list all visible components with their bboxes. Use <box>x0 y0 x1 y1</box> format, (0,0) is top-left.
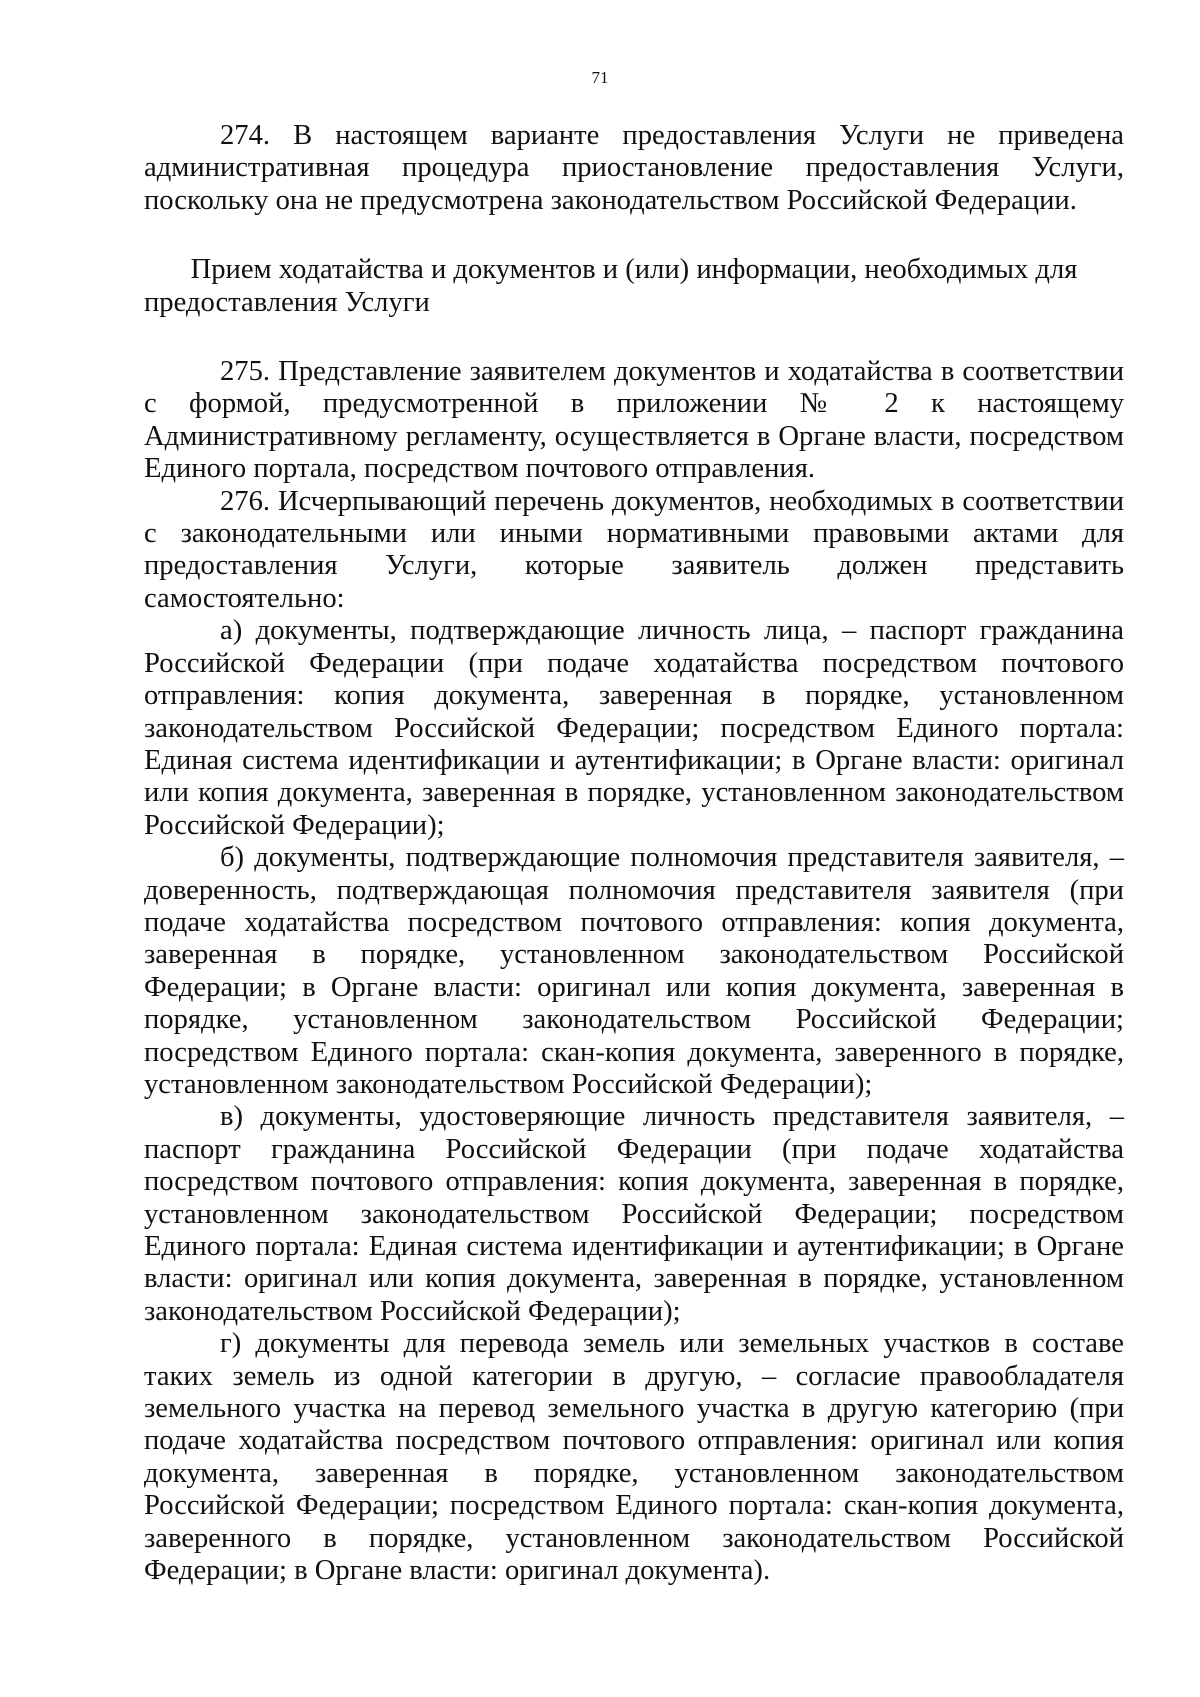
list-item-a: а) документы, подтверждающие личность лица, – паспорт гражданина Российской Федерации (при подаче ходатайства посредством почтового отправления: копия документа, заверенная в порядке, установленном законодательством Российской Федерации; посредством Единого портала: Единая система идентификации и аутентификации; в Органе власти: оригинал или копия документа, заверенная в порядке, установленном законодательством Российской Федерации); <box>144 615 1124 841</box>
page-number: 71 <box>591 68 609 87</box>
list-item-b: б) документы, подтверждающие полномочия представителя заявителя, – доверенность, подтверждающая полномочия представителя заявителя (при подаче ходатайства посредством почтового отправления: копия документа, заверенная в порядке, установленном законодательством Российской Федерации; в Органе власти: оригинал или копия документа, заверенная в порядке, установленном законодательством Российской Федерации; посредством Единого портала: скан-копия документа, заверенного в порядке, установленном законодательством Российской Федерации); <box>144 842 1124 1100</box>
document-body <box>144 120 1124 1587</box>
paragraph-276: 276. Исчерпывающий перечень документов, необходимых в соответствии с законодательными или иными нормативными правовыми актами для предоставления Услуги, которые заявитель должен представить самостоятельно: <box>144 485 1124 614</box>
paragraph-275: 275. Представление заявителем документов и ходатайства в соответствии с формой, предусмотренной в приложении № 2 к настоящему Административному регламенту, осуществляется в Органе власти, посредством Единого портала, посредством почтового отправления. <box>144 356 1124 485</box>
list-item-g: г) документы для перевода земель или земельных участков в составе таких земель из одной категории в другую, – согласие правообладателя земельного участка на перевод земельного участка в другую категорию (при подаче ходатайства посредством почтового отправления: оригинал или копия документа, заверенная в порядке, установленном законодательством Российской Федерации; посредством Единого портала: скан-копия документа, заверенного в порядке, установленном законодательством Российской Федерации; в Органе власти: оригинал документа). <box>144 1328 1124 1587</box>
paragraph-274: 274. В настоящем варианте предоставления Услуги не приведена административная процедура приостановление предоставления Услуги, поскольку она не предусмотрена законодательством Российской Федерации. <box>144 120 1124 216</box>
section-heading: Прием ходатайства и документов и (или) информации, необходимых для предоставления Услуги <box>144 254 1078 318</box>
list-item-v: в) документы, удостоверяющие личность представителя заявителя, – паспорт гражданина Российской Федерации (при подаче ходатайства посредством почтового отправления: копия документа, заверенная в порядке, установленном законодательством Российской Федерации; посредством Единого портала: Единая система идентификации и аутентификации; в Органе власти: оригинал или копия документа, заверенная в порядке, установленном законодательством Российской Федерации); <box>144 1101 1124 1327</box>
